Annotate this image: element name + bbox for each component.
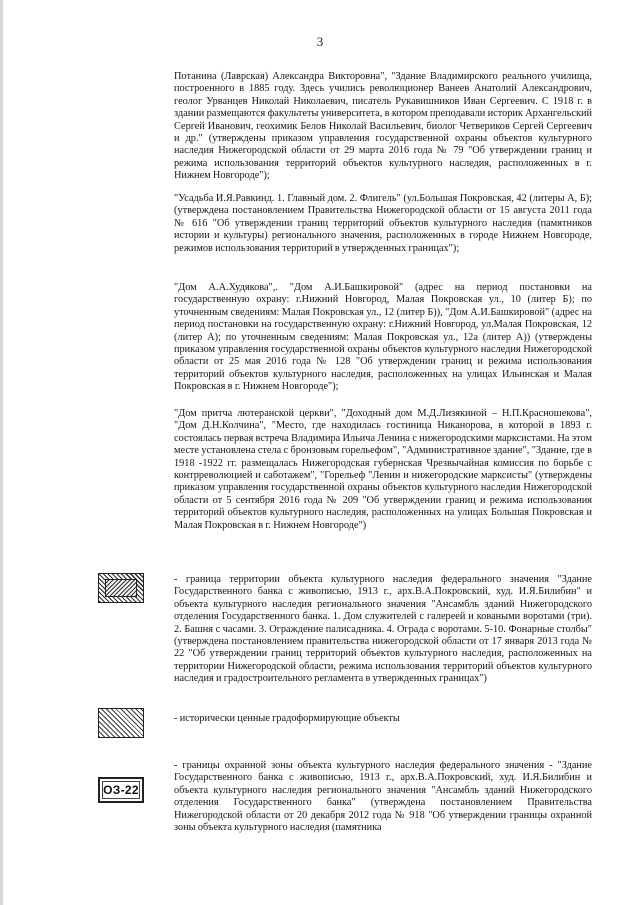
legend-symbol-protection-zone — [98, 777, 144, 803]
scan-edge — [0, 0, 3, 905]
paragraph-khudyakov: "Дом А.А.Худякова",. "Дом А.И.Башкировой" (адрес на период постановки на государственную охрану: г.Нижний Новгород, Малая Покровская ул., 10 (литер Б); по уточненным сведениям: Малая Покровская ул., 12 (литер Б)), "Дом А.И.Башкировой" (адрес на период постановки на государственную охрану: г.Нижний Новгород, ул.Малая Покровская, 12 (литер А); по уточненным сведениям: Малая Покровская ул., 12а (литер А)) (утверждены приказом управления государственной охраны объектов культурного наследия Нижегородской области от 25 мая 2016 года № 128 "Об утверждении границ и режима использования территорий объектов культурного наследия, расположенных на улицах Ильинская и Малая Покровская в г. Нижнем Новгороде"); — [174, 282, 592, 393]
legend-text-protection-zone: - границы охранной зоны объекта культурного наследия федерального значения - "Здание Государственного банка с живописью, 1913 г., арх.В.А.Покровский, худ. И.Я.Билибин и объекта культурного наследия регионального значения "Ансамбль зданий Нижегородского отделения Государственного банка" (утверждена постановлением Правительства Нижегородской области от 20 декабря 2012 года № 918 "Об утверждении границы охранной зоны объекта культурного наследия (памятника — [174, 760, 592, 834]
paragraph-lutheran: "Дом притча лютеранской церкви", "Доходный дом М.Д.Лизякиной – Н.П.Красношекова", "Дом Д.Н.Колчина", "Место, где находилась гостиница Никанорова, в которой в 1893 г. состоялась первая встреча Владимира Ильича Ленина с нижегородскими марксистами. На этом месте установлена стела с бронзовым горельефом", "Административное здание", "Здание, где в 1918 -1922 гг. размещалась Нижегородская губернская Чрезвычайная комиссия по борьбе с контрреволюцией и саботажем", "Горельеф "Ленин и нижегородские марксисты" (утверждены приказом управления государственной охраны объектов культурного наследия Нижегородской области от 5 сентября 2016 года № 209 "Об утверждении границ и режима использования территорий объектов культурного наследия, расположенных на улицах Большая Покровская и Малая Покровская в г. Нижнем Новгороде") — [174, 408, 592, 531]
paragraph-potanina: Потанина (Лаврская) Александра Викторовна", "Здание Владимирского реального училища, построенного в 1885 году. Здесь учились революционер Ванеев Анатолий Александрович, геолог Урванцев Николай Николаевич, писатель Рукавишников Иван Сергеевич. С 1918 г. в здании размещаются факультеты университета, в котором преподавали историк Архангельский Сергей Иванович, геохимик Белов Николай Васильевич, биолог Четвериков Сергей Сергеевич и др." (утверждены приказом управления государственной охраны объектов культурного наследия Нижегородской области от 29 марта 2016 года № 79 "Об утверждении границ и режима использования территорий объектов культурного наследия, расположенных в г. Нижнем Новгороде"); — [174, 71, 592, 182]
page-number: 3 — [316, 34, 324, 49]
paragraph-ravkind: "Усадьба И.Я.Равкинд. 1. Главный дом. 2. Флигель" (ул.Большая Покровская, 42 (литеры А, Б); (утверждена постановлением Правительства Нижегородской области от 15 августа 2011 года № 616 "Об утверждении границ территорий объектов культурного наследия (памятников истории и культуры) регионального значения, расположенных в городе Нижнем Новгороде, режимов использования территорий в утвержденных границах"); — [174, 193, 592, 254]
legend-symbol-historic-objects — [98, 708, 144, 738]
zone-label: ОЗ-22 — [103, 783, 139, 797]
legend-text-territory-boundary: - граница территории объекта культурного наследия федерального значения "Здание Государственного банка с живописью, 1913 г., арх.В.А.Покровский, худ. И.Я.Билибин" и объекта культурного наследия регионального значения "Ансамбль зданий Нижегородского отделения Государственного банка. 1. Дом служителей с галереей и коваными воротами (три). 2. Башня с часами. 3. Ограждение палисадника. 4. Ограда с воротами. 5-10. Фонарные столбы" (утверждена постановлением правительства нижегородской области от 17 января 2013 года № 22 "Об утверждении границ территорий объектов культурного наследия, расположенных на территории Нижегородской области, режима использования территорий объектов культурного наследия и градостроительного регламента в утвержденных границах") — [174, 574, 592, 685]
legend-symbol-territory-boundary — [98, 573, 144, 603]
legend-text-historic-objects: - исторически ценные градоформирующие объекты — [174, 713, 400, 724]
